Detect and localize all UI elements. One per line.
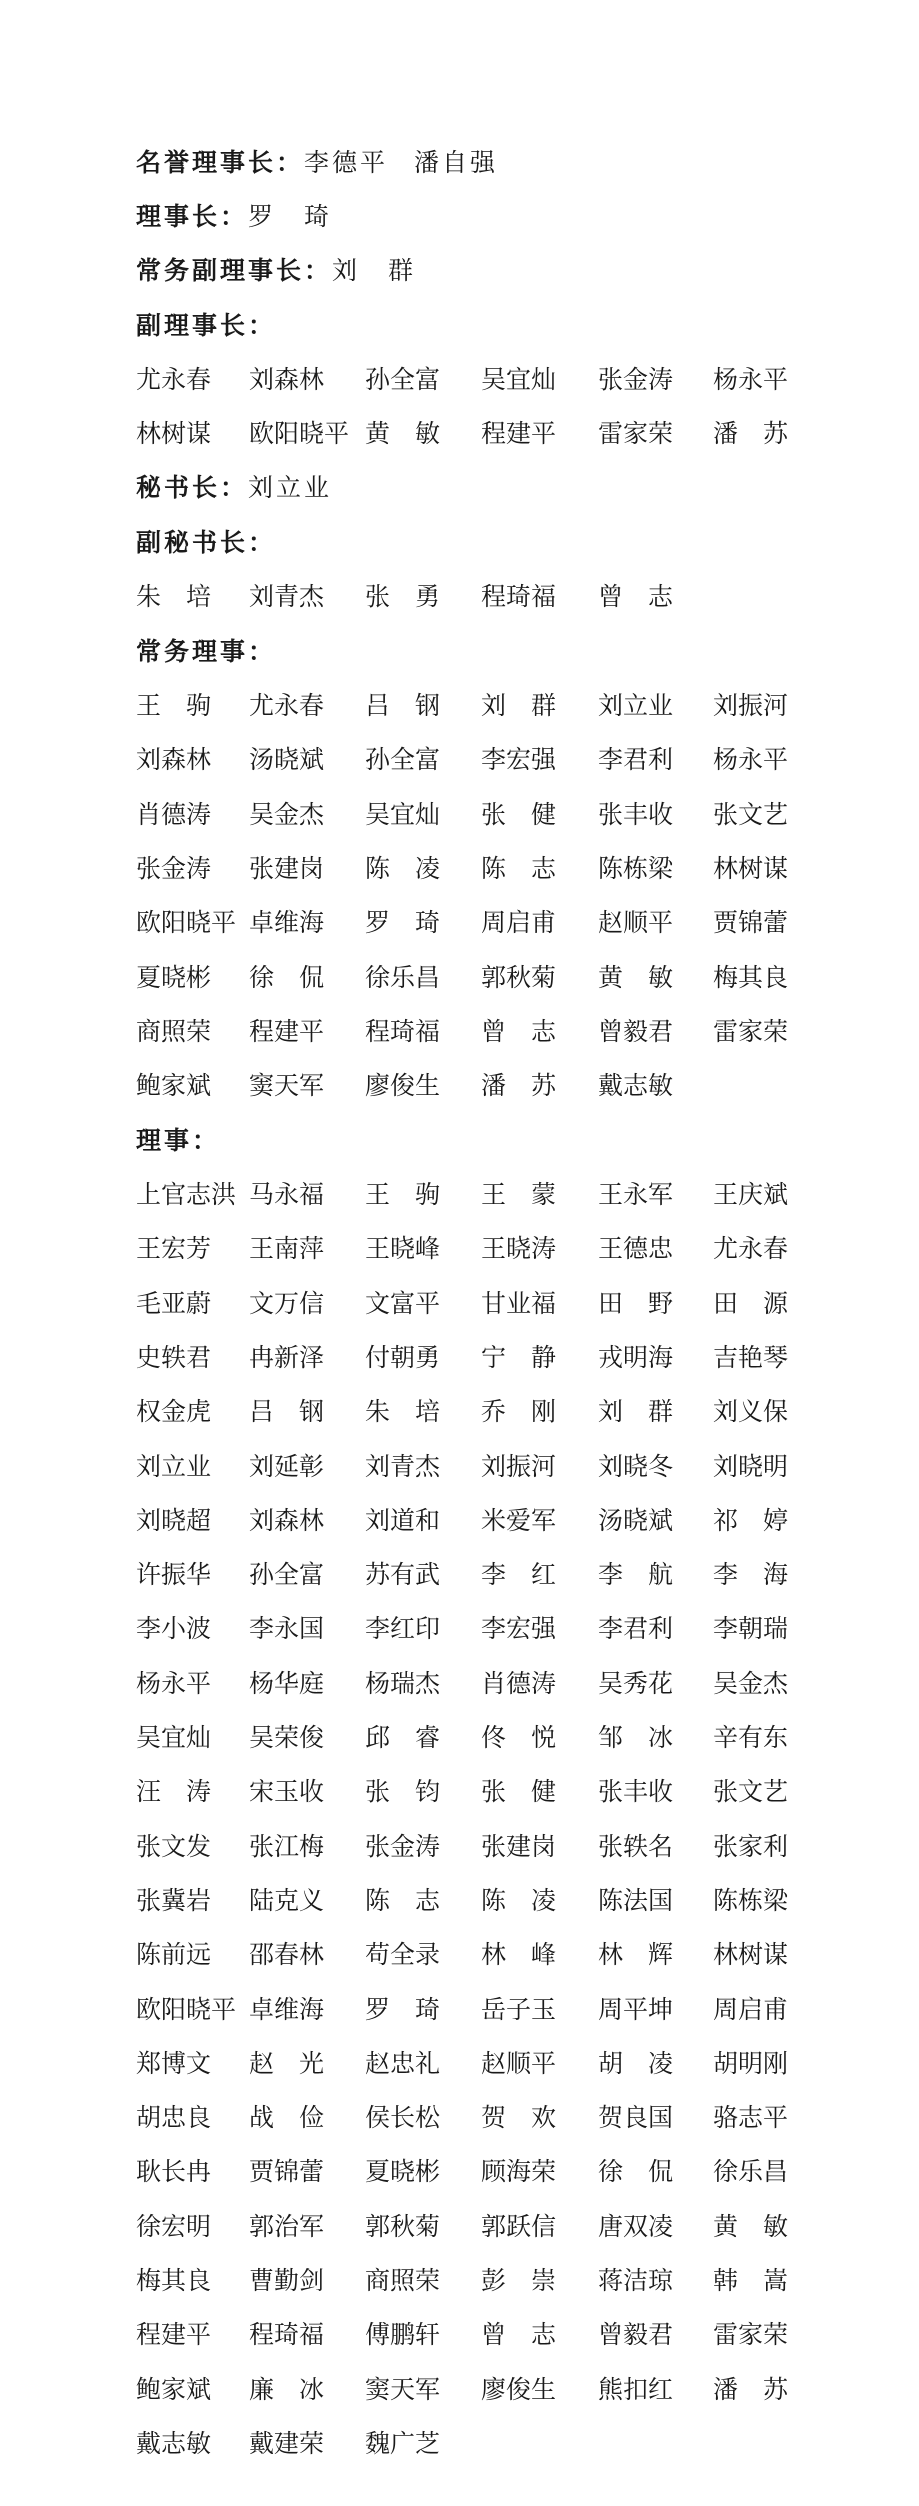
person-name: 刘晓超 (136, 1505, 212, 1535)
person-name: 刘 群 (481, 691, 557, 720)
person-name: 欧阳晓平 (136, 1994, 237, 2024)
person-name: 付朝勇 (365, 1342, 441, 1372)
person-name: 廉 冰 (249, 2374, 325, 2404)
person-name: 岳子玉 (481, 1994, 557, 2024)
person-name: 王德忠 (598, 1234, 674, 1264)
person-name: 唐双凌 (598, 2211, 674, 2241)
name-row (136, 1012, 896, 1052)
person-name: 王宏芳 (136, 1234, 212, 1264)
vice-chairmen-heading: 副理事长： (136, 311, 277, 340)
person-name: 张建岗 (249, 853, 325, 883)
name-row (136, 2315, 896, 2355)
person-name: 韩 嵩 (713, 2266, 789, 2295)
person-name: 耿长冉 (136, 2157, 212, 2187)
standing-directors-heading: 常务理事： (136, 637, 277, 666)
person-name: 张 健 (481, 1777, 557, 1807)
person-name: 苏有武 (365, 1560, 441, 1590)
person-name: 刘延彰 (249, 1451, 325, 1481)
name-row (136, 2098, 896, 2138)
person-name: 李 红 (481, 1560, 557, 1590)
person-name: 汤晓斌 (249, 745, 325, 775)
person-name: 刘青杰 (249, 582, 325, 611)
name-row (136, 795, 896, 835)
person-name: 苟全录 (365, 1940, 441, 1970)
person-name: 李小波 (136, 1614, 212, 1644)
person-name: 史轶君 (136, 1342, 212, 1372)
person-name: 马永福 (249, 1180, 325, 1209)
person-name: 吴秀花 (598, 1668, 674, 1698)
person-name: 廖俊生 (481, 2374, 557, 2404)
person-name: 肖德涛 (136, 799, 212, 829)
person-name: 陈 凌 (481, 1885, 557, 1915)
person-name: 徐乐昌 (713, 2157, 789, 2187)
person-name: 祁 婷 (713, 1505, 789, 1535)
name-row (136, 958, 896, 998)
person-name: 张金涛 (365, 1831, 441, 1861)
person-name: 尤永春 (713, 1234, 789, 1264)
person-name: 乔 刚 (481, 1397, 557, 1427)
chairman-label: 理事长： (136, 202, 249, 231)
person-name: 鲍家斌 (136, 1071, 212, 1101)
honorary-chairman-name-1: 李德平 (304, 148, 389, 177)
name-row (136, 1881, 896, 1921)
person-name: 陈 志 (365, 1885, 441, 1915)
name-row (136, 1990, 896, 2030)
person-name: 贺 欢 (481, 2103, 557, 2133)
person-name: 欧阳晓平 (249, 419, 350, 449)
person-name: 张丰收 (598, 1777, 674, 1807)
person-name: 张文发 (136, 1831, 212, 1861)
name-row (136, 2044, 896, 2084)
name-row (136, 1447, 896, 1487)
person-name: 张金涛 (598, 365, 674, 394)
person-name: 胡忠良 (136, 2103, 212, 2133)
person-name: 刘立业 (136, 1451, 212, 1481)
person-name: 曾毅君 (598, 2320, 674, 2350)
person-name: 刘义保 (713, 1397, 789, 1427)
name-row (136, 1772, 896, 1812)
person-name: 张文艺 (713, 1777, 789, 1807)
name-row (136, 2261, 896, 2301)
person-name: 尤永春 (136, 365, 212, 394)
person-name: 骆志平 (713, 2103, 789, 2133)
person-name: 郭秋菊 (481, 962, 557, 992)
name-row (136, 1175, 896, 1215)
person-name: 蒋洁琼 (598, 2266, 674, 2295)
person-name: 吴宜灿 (481, 365, 557, 394)
person-name: 李君利 (598, 1614, 674, 1644)
person-name: 杨瑞杰 (365, 1668, 441, 1698)
person-name: 梅其良 (136, 2266, 212, 2295)
honorary-chairman-name-2: 潘自强 (414, 148, 499, 177)
person-name: 田 源 (713, 1288, 789, 1318)
person-name: 戴志敏 (136, 2428, 212, 2458)
person-name: 孙全富 (249, 1560, 325, 1590)
person-name: 潘 苏 (713, 419, 789, 449)
person-name: 吉艳琴 (713, 1342, 789, 1372)
person-name: 吴荣俊 (249, 1723, 325, 1752)
person-name: 宋玉收 (249, 1777, 325, 1807)
name-row (136, 1229, 896, 1269)
person-name: 黄 敏 (598, 962, 674, 992)
name-row (136, 903, 896, 943)
person-name: 王 蒙 (481, 1180, 557, 1209)
person-name: 王晓涛 (481, 1234, 557, 1264)
person-name: 陈法国 (598, 1885, 674, 1915)
name-row (136, 1066, 896, 1106)
deputy-secretaries-heading: 副秘书长： (136, 528, 277, 557)
person-name: 周平坤 (598, 1994, 674, 2024)
person-name: 侯长松 (365, 2103, 441, 2133)
person-name: 陈 志 (481, 853, 557, 883)
person-name: 廖俊生 (365, 1071, 441, 1101)
person-name: 吴金杰 (713, 1668, 789, 1698)
person-name: 程琦福 (249, 2320, 325, 2350)
person-name: 杨永平 (713, 745, 789, 775)
person-name: 戎明海 (598, 1342, 674, 1372)
person-name: 曾 志 (481, 2320, 557, 2350)
person-name: 李 航 (598, 1560, 674, 1590)
person-name: 林 峰 (481, 1940, 557, 1970)
executive-vice-chairman-label: 常务副理事长： (136, 256, 333, 285)
honorary-chairman-label: 名誉理事长： (136, 148, 305, 177)
person-name: 商照荣 (365, 2266, 441, 2295)
person-name: 刘森林 (249, 365, 325, 394)
person-name: 文富平 (365, 1288, 441, 1318)
person-name: 戴建荣 (249, 2428, 325, 2458)
person-name: 刘振河 (481, 1451, 557, 1481)
person-name: 吴宜灿 (365, 799, 441, 829)
name-row (136, 360, 896, 400)
person-name: 潘 苏 (713, 2374, 789, 2404)
person-name: 贾锦蕾 (713, 908, 789, 938)
person-name: 陈 凌 (365, 853, 441, 883)
person-name: 李永国 (249, 1614, 325, 1644)
person-name: 胡 凌 (598, 2048, 674, 2078)
person-name: 张轶名 (598, 1831, 674, 1861)
name-row (136, 1284, 896, 1324)
person-name: 孙全富 (365, 745, 441, 775)
person-name: 王南萍 (249, 1234, 325, 1264)
person-name: 曾 志 (481, 1016, 557, 1046)
person-name: 罗 琦 (365, 908, 441, 938)
person-name: 王晓峰 (365, 1234, 441, 1264)
person-name: 郑博文 (136, 2048, 212, 2078)
person-name: 梅其良 (713, 962, 789, 992)
person-name: 卓维海 (249, 1994, 325, 2024)
name-row (136, 577, 896, 617)
person-name: 邱 睿 (365, 1723, 441, 1752)
person-name: 李君利 (598, 745, 674, 775)
person-name: 王永军 (598, 1180, 674, 1209)
person-name: 肖德涛 (481, 1668, 557, 1698)
person-name: 杨华庭 (249, 1668, 325, 1698)
chairman-name: 罗 琦 (248, 202, 333, 231)
person-name: 李 海 (713, 1560, 789, 1590)
person-name: 程建平 (481, 419, 557, 449)
person-name: 林 辉 (598, 1940, 674, 1970)
person-name: 陈栋梁 (598, 853, 674, 883)
person-name: 辛有东 (713, 1723, 789, 1752)
person-name: 林树谋 (713, 853, 789, 883)
person-name: 曾毅君 (598, 1016, 674, 1046)
person-name: 黄 敏 (365, 419, 441, 449)
person-name: 王庆斌 (713, 1180, 789, 1209)
name-row (136, 740, 896, 780)
person-name: 杨永平 (713, 365, 789, 394)
person-name: 李宏强 (481, 1614, 557, 1644)
person-name: 刘 群 (598, 1397, 674, 1427)
name-row (136, 2424, 896, 2464)
person-name: 雷家荣 (713, 1016, 789, 1046)
person-name: 刘森林 (136, 745, 212, 775)
person-name: 窦天军 (365, 2374, 441, 2404)
person-name: 李朝瑞 (713, 1614, 789, 1644)
name-row (136, 1718, 896, 1758)
person-name: 程琦福 (365, 1016, 441, 1046)
name-row (136, 1664, 896, 1704)
person-name: 刘晓明 (713, 1451, 789, 1481)
name-row (136, 1609, 896, 1649)
person-name: 刘振河 (713, 691, 789, 720)
person-name: 曹勤剑 (249, 2266, 325, 2295)
person-name: 张金涛 (136, 853, 212, 883)
person-name: 胡明刚 (713, 2048, 789, 2078)
person-name: 夏晓彬 (136, 962, 212, 992)
person-name: 李宏强 (481, 745, 557, 775)
person-name: 郭治军 (249, 2211, 325, 2241)
person-name: 郭跃信 (481, 2211, 557, 2241)
executive-vice-chairman-name: 刘 群 (332, 256, 417, 285)
person-name: 朱 培 (365, 1397, 441, 1427)
name-row (136, 1827, 896, 1867)
person-name: 赵忠礼 (365, 2048, 441, 2078)
person-name: 李红印 (365, 1614, 441, 1644)
directors-heading: 理事： (136, 1126, 221, 1155)
person-name: 权金虎 (136, 1397, 212, 1427)
person-name: 夏晓彬 (365, 2157, 441, 2187)
person-name: 汤晓斌 (598, 1505, 674, 1535)
person-name: 熊扣红 (598, 2374, 674, 2404)
person-name: 毛亚蔚 (136, 1288, 212, 1318)
person-name: 魏广芝 (365, 2428, 441, 2458)
person-name: 赵顺平 (481, 2048, 557, 2078)
person-name: 黄 敏 (713, 2211, 789, 2241)
person-name: 刘道和 (365, 1505, 441, 1535)
name-row (136, 1338, 896, 1378)
person-name: 文万信 (249, 1288, 325, 1318)
person-name: 林树谋 (136, 419, 212, 449)
person-name: 刘森林 (249, 1505, 325, 1535)
name-row (136, 849, 896, 889)
person-name: 商照荣 (136, 1016, 212, 1046)
person-name: 冉新泽 (249, 1342, 325, 1372)
person-name: 傅鹏轩 (365, 2320, 441, 2350)
name-row (136, 1501, 896, 1541)
person-name: 尤永春 (249, 691, 325, 720)
person-name: 吕 钢 (365, 691, 441, 720)
person-name: 张冀岩 (136, 1885, 212, 1915)
secretary-general-line (136, 468, 332, 504)
person-name: 郭秋菊 (365, 2211, 441, 2241)
person-name: 程琦福 (481, 582, 557, 611)
person-name: 林树谋 (713, 1940, 789, 1970)
person-name: 窦天军 (249, 1071, 325, 1101)
secretary-general-label: 秘书长： (136, 473, 249, 502)
person-name: 张 钧 (365, 1777, 441, 1807)
honorary-chairman-line (136, 143, 498, 179)
name-row (136, 414, 896, 454)
person-name: 吕 钢 (249, 1397, 325, 1427)
person-name: 米爱军 (481, 1505, 557, 1535)
person-name: 许振华 (136, 1560, 212, 1590)
person-name: 陆克义 (249, 1885, 325, 1915)
person-name: 杨永平 (136, 1668, 212, 1698)
person-name: 张丰收 (598, 799, 674, 829)
person-name: 徐 侃 (598, 2157, 674, 2187)
person-name: 赵顺平 (598, 908, 674, 938)
person-name: 刘立业 (598, 691, 674, 720)
person-name: 赵 光 (249, 2048, 325, 2078)
person-name: 徐宏明 (136, 2211, 212, 2241)
person-name: 潘 苏 (481, 1071, 557, 1101)
person-name: 佟 悦 (481, 1723, 557, 1752)
name-row (136, 1392, 896, 1432)
person-name: 鲍家斌 (136, 2374, 212, 2404)
person-name: 陈前远 (136, 1940, 212, 1970)
person-name: 顾海荣 (481, 2157, 557, 2187)
person-name: 曾 志 (598, 582, 674, 611)
name-row (136, 2152, 896, 2192)
person-name: 张建岗 (481, 1831, 557, 1861)
person-name: 张江梅 (249, 1831, 325, 1861)
person-name: 张 勇 (365, 582, 441, 611)
person-name: 卓维海 (249, 908, 325, 938)
person-name: 程建平 (249, 1016, 325, 1046)
person-name: 吴宜灿 (136, 1723, 212, 1752)
person-name: 周启甫 (713, 1994, 789, 2024)
person-name: 贾锦蕾 (249, 2157, 325, 2187)
person-name: 宁 静 (481, 1342, 557, 1372)
person-name: 彭 崇 (481, 2266, 557, 2295)
person-name: 吴金杰 (249, 799, 325, 829)
person-name: 徐 侃 (249, 962, 325, 992)
person-name: 王 驹 (365, 1180, 441, 1209)
person-name: 刘青杰 (365, 1451, 441, 1481)
person-name: 朱 培 (136, 582, 212, 611)
person-name: 邹 冰 (598, 1723, 674, 1752)
executive-vice-chairman-line (136, 251, 416, 287)
person-name: 罗 琦 (365, 1994, 441, 2024)
name-row (136, 1555, 896, 1595)
person-name: 战 俭 (249, 2103, 325, 2133)
secretary-general-name: 刘立业 (248, 473, 333, 502)
person-name: 张文艺 (713, 799, 789, 829)
person-name: 王 驹 (136, 691, 212, 720)
person-name: 欧阳晓平 (136, 908, 237, 938)
person-name: 邵春林 (249, 1940, 325, 1970)
person-name: 贺良国 (598, 2103, 674, 2133)
person-name: 上官志洪 (136, 1180, 237, 1209)
name-row (136, 2370, 896, 2410)
person-name: 周启甫 (481, 908, 557, 938)
person-name: 雷家荣 (598, 419, 674, 449)
person-name: 刘晓冬 (598, 1451, 674, 1481)
name-row (136, 1935, 896, 1975)
name-row (136, 686, 896, 726)
person-name: 雷家荣 (713, 2320, 789, 2350)
person-name: 甘业福 (481, 1288, 557, 1318)
person-name: 陈栋梁 (713, 1885, 789, 1915)
person-name: 张家利 (713, 1831, 789, 1861)
person-name: 张 健 (481, 799, 557, 829)
name-row (136, 2207, 896, 2247)
person-name: 汪 涛 (136, 1777, 212, 1807)
person-name: 田 野 (598, 1288, 674, 1318)
person-name: 程建平 (136, 2320, 212, 2350)
person-name: 孙全富 (365, 365, 441, 394)
chairman-line (136, 197, 332, 233)
person-name: 戴志敏 (598, 1071, 674, 1101)
person-name: 徐乐昌 (365, 962, 441, 992)
